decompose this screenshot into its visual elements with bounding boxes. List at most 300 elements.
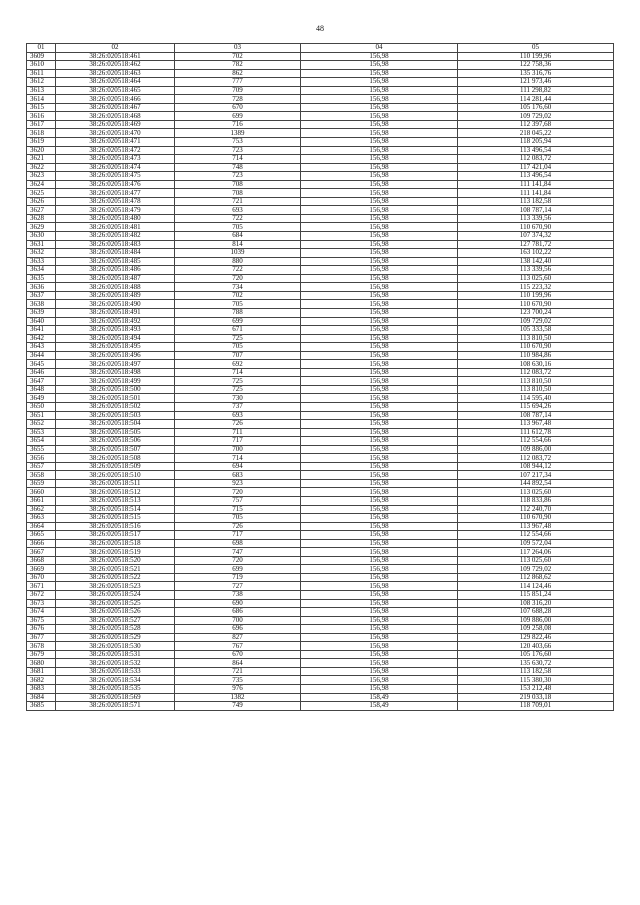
table-cell: 700 [175, 616, 301, 625]
table-cell: 709 [175, 86, 301, 95]
table-cell: 38:26:020518:532 [56, 659, 175, 668]
table-row [27, 625, 614, 634]
table-row [27, 462, 614, 471]
table-cell: 108 316,20 [458, 599, 614, 608]
table-cell: 3624 [27, 180, 56, 189]
table-row [27, 232, 614, 241]
table-cell: 699 [175, 112, 301, 121]
table-cell: 156,98 [301, 514, 458, 523]
table-cell: 156,98 [301, 608, 458, 617]
table-cell: 748 [175, 163, 301, 172]
table-cell: 686 [175, 608, 301, 617]
table-row [27, 317, 614, 326]
table-cell: 738 [175, 591, 301, 600]
table-cell: 113 182,58 [458, 667, 614, 676]
table-cell: 719 [175, 573, 301, 582]
table-row [27, 300, 614, 309]
table-row [27, 283, 614, 292]
table-cell: 109 729,02 [458, 112, 614, 121]
table-cell: 723 [175, 146, 301, 155]
table-cell: 38:26:020518:508 [56, 454, 175, 463]
table-cell: 38:26:020518:469 [56, 120, 175, 129]
table-cell: 3632 [27, 249, 56, 258]
table-row [27, 385, 614, 394]
table-row [27, 437, 614, 446]
table-row [27, 112, 614, 121]
table-cell: 3673 [27, 599, 56, 608]
table-cell: 723 [175, 172, 301, 181]
table-cell: 3684 [27, 693, 56, 702]
table-cell: 38:26:020518:478 [56, 197, 175, 206]
table-cell: 156,98 [301, 573, 458, 582]
table-header-row [27, 44, 614, 53]
table-cell: 156,98 [301, 522, 458, 531]
table-cell: 38:26:020518:518 [56, 539, 175, 548]
table-cell: 156,98 [301, 394, 458, 403]
table-cell: 3681 [27, 667, 56, 676]
table-cell: 38:26:020518:462 [56, 61, 175, 70]
table-cell: 3649 [27, 394, 56, 403]
table-cell: 38:26:020518:485 [56, 257, 175, 266]
table-cell: 111 141,84 [458, 180, 614, 189]
table-cell: 3674 [27, 608, 56, 617]
table-row [27, 360, 614, 369]
table-cell: 3658 [27, 471, 56, 480]
table-cell: 38:26:020518:489 [56, 291, 175, 300]
table-row [27, 334, 614, 343]
table-cell: 923 [175, 479, 301, 488]
table-cell: 110 199,96 [458, 52, 614, 61]
table-cell: 112 083,72 [458, 454, 614, 463]
table-cell: 38:26:020518:470 [56, 129, 175, 138]
table-cell: 3615 [27, 103, 56, 112]
table-cell: 111 612,78 [458, 428, 614, 437]
table-cell: 38:26:020518:487 [56, 274, 175, 283]
table-cell: 700 [175, 445, 301, 454]
table-cell: 112 240,70 [458, 505, 614, 514]
table-cell: 735 [175, 676, 301, 685]
table-cell: 705 [175, 514, 301, 523]
table-cell: 726 [175, 420, 301, 429]
table-cell: 3663 [27, 514, 56, 523]
table-row [27, 479, 614, 488]
table-cell: 3652 [27, 420, 56, 429]
table-row [27, 368, 614, 377]
table-cell: 3627 [27, 206, 56, 215]
table-cell: 107 374,32 [458, 232, 614, 241]
table-cell: 158,49 [301, 693, 458, 702]
table-cell: 113 810,50 [458, 334, 614, 343]
table-cell: 3619 [27, 138, 56, 147]
table-cell: 3668 [27, 556, 56, 565]
table-cell: 705 [175, 343, 301, 352]
table-cell: 109 886,00 [458, 445, 614, 454]
table-cell: 156,98 [301, 129, 458, 138]
table-cell: 3609 [27, 52, 56, 61]
table-cell: 110 670,90 [458, 343, 614, 352]
table-cell: 156,98 [301, 454, 458, 463]
table-row [27, 591, 614, 600]
table-cell: 156,98 [301, 402, 458, 411]
table-cell: 107 217,34 [458, 471, 614, 480]
table-cell: 3659 [27, 479, 56, 488]
table-row [27, 659, 614, 668]
table-row [27, 257, 614, 266]
table-cell: 115 694,26 [458, 402, 614, 411]
table-cell: 156,98 [301, 172, 458, 181]
table-cell: 880 [175, 257, 301, 266]
table-cell: 38:26:020518:482 [56, 232, 175, 241]
cadastral-value-table [26, 43, 614, 711]
table-cell: 3631 [27, 240, 56, 249]
table-cell: 156,98 [301, 548, 458, 557]
table-cell: 38:26:020518:516 [56, 522, 175, 531]
table-cell: 144 892,54 [458, 479, 614, 488]
table-body [27, 52, 614, 710]
table-cell: 705 [175, 300, 301, 309]
table-cell: 105 176,60 [458, 103, 614, 112]
table-cell: 1039 [175, 249, 301, 258]
table-cell: 115 380,30 [458, 676, 614, 685]
table-cell: 153 212,48 [458, 685, 614, 694]
table-row [27, 496, 614, 505]
table-cell: 156,98 [301, 360, 458, 369]
table-cell: 114 124,46 [458, 582, 614, 591]
table-row [27, 377, 614, 386]
table-cell: 113 810,50 [458, 385, 614, 394]
table-cell: 3678 [27, 642, 56, 651]
table-cell: 3654 [27, 437, 56, 446]
table-cell: 156,98 [301, 667, 458, 676]
table-row [27, 69, 614, 78]
table-row [27, 454, 614, 463]
table-cell: 3640 [27, 317, 56, 326]
table-cell: 38:26:020518:501 [56, 394, 175, 403]
table-cell: 156,98 [301, 659, 458, 668]
table-cell: 720 [175, 488, 301, 497]
table-cell: 38:26:020518:468 [56, 112, 175, 121]
table-row [27, 189, 614, 198]
table-cell: 714 [175, 155, 301, 164]
table-cell: 38:26:020518:490 [56, 300, 175, 309]
table-cell: 156,98 [301, 163, 458, 172]
table-cell: 3670 [27, 573, 56, 582]
table-cell: 716 [175, 120, 301, 129]
table-cell: 117 264,06 [458, 548, 614, 557]
table-cell: 3645 [27, 360, 56, 369]
table-cell: 38:26:020518:515 [56, 514, 175, 523]
table-cell: 722 [175, 266, 301, 275]
table-row [27, 514, 614, 523]
table-cell: 112 554,66 [458, 437, 614, 446]
table-cell: 156,98 [301, 351, 458, 360]
table-row [27, 129, 614, 138]
table-cell: 156,98 [301, 120, 458, 129]
table-row [27, 172, 614, 181]
table-cell: 112 083,72 [458, 368, 614, 377]
table-cell: 690 [175, 599, 301, 608]
table-cell: 714 [175, 368, 301, 377]
table-cell: 38:26:020518:527 [56, 616, 175, 625]
table-cell: 38:26:020518:483 [56, 240, 175, 249]
table-row [27, 86, 614, 95]
table-cell: 749 [175, 702, 301, 711]
table-cell: 38:26:020518:523 [56, 582, 175, 591]
table-cell: 129 822,46 [458, 633, 614, 642]
table-cell: 156,98 [301, 146, 458, 155]
table-cell: 3653 [27, 428, 56, 437]
table-row [27, 608, 614, 617]
table-cell: 38:26:020518:504 [56, 420, 175, 429]
table-cell: 156,98 [301, 257, 458, 266]
table-cell: 113 025,60 [458, 274, 614, 283]
table-cell: 156,98 [301, 214, 458, 223]
table-cell: 38:26:020518:510 [56, 471, 175, 480]
table-cell: 38:26:020518:533 [56, 667, 175, 676]
table-row [27, 667, 614, 676]
table-cell: 156,98 [301, 155, 458, 164]
table-cell: 671 [175, 326, 301, 335]
table-cell: 3685 [27, 702, 56, 711]
table-row [27, 539, 614, 548]
table-cell: 156,98 [301, 505, 458, 514]
table-cell: 156,98 [301, 616, 458, 625]
table-cell: 107 688,28 [458, 608, 614, 617]
table-cell: 38:26:020518:466 [56, 95, 175, 104]
table-row [27, 420, 614, 429]
table-cell: 38:26:020518:502 [56, 402, 175, 411]
table-cell: 114 281,44 [458, 95, 614, 104]
table-cell: 38:26:020518:488 [56, 283, 175, 292]
column-header: 03 [175, 44, 301, 53]
table-cell: 714 [175, 454, 301, 463]
table-row [27, 223, 614, 232]
table-cell: 3671 [27, 582, 56, 591]
table-cell: 3664 [27, 522, 56, 531]
table-row [27, 599, 614, 608]
table-cell: 114 595,40 [458, 394, 614, 403]
table-cell: 135 630,72 [458, 659, 614, 668]
table-cell: 156,98 [301, 599, 458, 608]
table-cell: 38:26:020518:476 [56, 180, 175, 189]
table-cell: 827 [175, 633, 301, 642]
table-cell: 3672 [27, 591, 56, 600]
table-cell: 113 496,54 [458, 146, 614, 155]
table-row [27, 95, 614, 104]
table-cell: 156,98 [301, 283, 458, 292]
table-cell: 156,98 [301, 685, 458, 694]
table-cell: 109 729,02 [458, 317, 614, 326]
table-cell: 156,98 [301, 377, 458, 386]
page-number: 48 [316, 24, 324, 33]
table-cell: 3676 [27, 625, 56, 634]
table-cell: 38:26:020518:521 [56, 565, 175, 574]
table-cell: 3626 [27, 197, 56, 206]
table-row [27, 308, 614, 317]
table-cell: 156,98 [301, 445, 458, 454]
table-cell: 113 967,48 [458, 522, 614, 531]
table-cell: 117 421,04 [458, 163, 614, 172]
table-cell: 3637 [27, 291, 56, 300]
table-cell: 3677 [27, 633, 56, 642]
table-cell: 156,98 [301, 625, 458, 634]
table-cell: 725 [175, 385, 301, 394]
table-cell: 156,98 [301, 308, 458, 317]
table-row [27, 163, 614, 172]
table-cell: 3639 [27, 308, 56, 317]
table-row [27, 573, 614, 582]
table-cell: 113 339,56 [458, 266, 614, 275]
table-cell: 38:26:020518:514 [56, 505, 175, 514]
table-cell: 38:26:020518:511 [56, 479, 175, 488]
table-cell: 3683 [27, 685, 56, 694]
table-row [27, 138, 614, 147]
table-cell: 726 [175, 522, 301, 531]
table-cell: 108 630,16 [458, 360, 614, 369]
table-cell: 722 [175, 214, 301, 223]
table-cell: 110 984,86 [458, 351, 614, 360]
table-cell: 108 787,14 [458, 206, 614, 215]
table-cell: 38:26:020518:503 [56, 411, 175, 420]
table-cell: 156,98 [301, 650, 458, 659]
table-cell: 156,98 [301, 197, 458, 206]
table-cell: 670 [175, 103, 301, 112]
table-cell: 721 [175, 197, 301, 206]
table-cell: 3666 [27, 539, 56, 548]
table-cell: 3636 [27, 283, 56, 292]
table-cell: 3641 [27, 326, 56, 335]
table-cell: 699 [175, 565, 301, 574]
table-cell: 108 787,14 [458, 411, 614, 420]
table-row [27, 505, 614, 514]
table-row [27, 351, 614, 360]
table-cell: 38:26:020518:495 [56, 343, 175, 352]
table-cell: 156,98 [301, 317, 458, 326]
table-cell: 156,98 [301, 223, 458, 232]
table-cell: 110 670,90 [458, 300, 614, 309]
table-row [27, 411, 614, 420]
table-cell: 158,49 [301, 702, 458, 711]
table-cell: 670 [175, 650, 301, 659]
column-header: 02 [56, 44, 175, 53]
table-cell: 109 886,00 [458, 616, 614, 625]
table-cell: 156,98 [301, 642, 458, 651]
table-row [27, 394, 614, 403]
table-cell: 156,98 [301, 591, 458, 600]
table-cell: 156,98 [301, 428, 458, 437]
table-cell: 3646 [27, 368, 56, 377]
table-row [27, 693, 614, 702]
table-row [27, 633, 614, 642]
table-cell: 708 [175, 189, 301, 198]
table-row [27, 266, 614, 275]
table-cell: 38:26:020518:464 [56, 78, 175, 87]
table-row [27, 556, 614, 565]
table-cell: 111 141,84 [458, 189, 614, 198]
table-cell: 38:26:020518:496 [56, 351, 175, 360]
table-cell: 156,98 [301, 138, 458, 147]
table-cell: 156,98 [301, 496, 458, 505]
table-row [27, 428, 614, 437]
table-cell: 38:26:020518:528 [56, 625, 175, 634]
table-cell: 3667 [27, 548, 56, 557]
table-cell: 38:26:020518:509 [56, 462, 175, 471]
table-cell: 3634 [27, 266, 56, 275]
table-row [27, 642, 614, 651]
table-cell: 122 758,36 [458, 61, 614, 70]
table-cell: 156,98 [301, 291, 458, 300]
table-cell: 156,98 [301, 437, 458, 446]
table-cell: 814 [175, 240, 301, 249]
table-cell: 976 [175, 685, 301, 694]
table-cell: 3675 [27, 616, 56, 625]
table-cell: 156,98 [301, 385, 458, 394]
table-cell: 109 729,02 [458, 565, 614, 574]
table-cell: 156,98 [301, 420, 458, 429]
table-row [27, 402, 614, 411]
table-cell: 118 709,01 [458, 702, 614, 711]
table-cell: 3612 [27, 78, 56, 87]
table-cell: 3662 [27, 505, 56, 514]
table-cell: 120 403,66 [458, 642, 614, 651]
table-cell: 3643 [27, 343, 56, 352]
table-cell: 156,98 [301, 249, 458, 258]
table-cell: 156,98 [301, 180, 458, 189]
table-cell: 156,98 [301, 326, 458, 335]
table-cell: 38:26:020518:520 [56, 556, 175, 565]
table-cell: 3669 [27, 565, 56, 574]
table-cell: 38:26:020518:534 [56, 676, 175, 685]
table-cell: 38:26:020518:505 [56, 428, 175, 437]
table-cell: 38:26:020518:475 [56, 172, 175, 181]
table-cell: 693 [175, 411, 301, 420]
table-cell: 3682 [27, 676, 56, 685]
table-cell: 38:26:020518:461 [56, 52, 175, 61]
table-cell: 3650 [27, 402, 56, 411]
table-cell: 3647 [27, 377, 56, 386]
table-cell: 105 176,60 [458, 650, 614, 659]
table-cell: 720 [175, 556, 301, 565]
table-cell: 3644 [27, 351, 56, 360]
table-cell: 156,98 [301, 565, 458, 574]
table-cell: 156,98 [301, 240, 458, 249]
table-cell: 757 [175, 496, 301, 505]
table-cell: 113 810,50 [458, 377, 614, 386]
table-row [27, 522, 614, 531]
table-row [27, 197, 614, 206]
table-cell: 725 [175, 334, 301, 343]
table-row [27, 146, 614, 155]
table-cell: 684 [175, 232, 301, 241]
table-cell: 38:26:020518:512 [56, 488, 175, 497]
table-cell: 702 [175, 52, 301, 61]
table-cell: 156,98 [301, 539, 458, 548]
table-cell: 138 142,40 [458, 257, 614, 266]
table-cell: 3618 [27, 129, 56, 138]
table-cell: 696 [175, 625, 301, 634]
table-cell: 720 [175, 274, 301, 283]
table-cell: 156,98 [301, 582, 458, 591]
table-cell: 38:26:020518:500 [56, 385, 175, 394]
table-cell: 156,98 [301, 300, 458, 309]
column-header: 05 [458, 44, 614, 53]
table-cell: 38:26:020518:477 [56, 189, 175, 198]
table-cell: 38:26:020518:535 [56, 685, 175, 694]
table-cell: 3629 [27, 223, 56, 232]
table-cell: 38:26:020518:481 [56, 223, 175, 232]
table-cell: 3617 [27, 120, 56, 129]
table-row [27, 531, 614, 540]
